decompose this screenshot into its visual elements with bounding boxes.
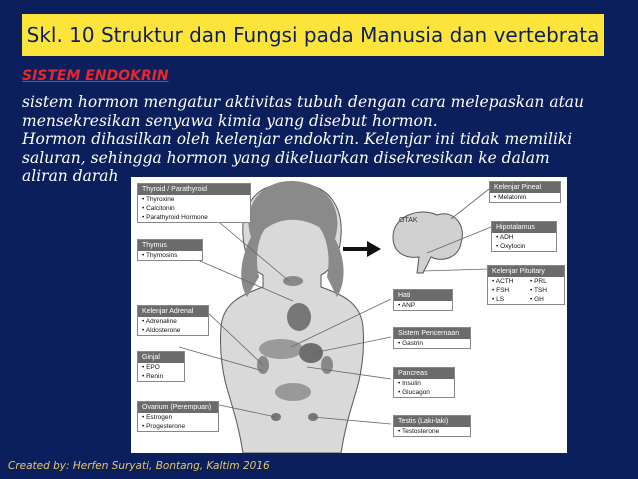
label-item: • Thyroxine: [142, 196, 175, 203]
label-thyroid: [137, 183, 251, 223]
label-title: Thymus: [138, 240, 202, 251]
label-item: • FSH: [492, 287, 510, 294]
label-pineal: [489, 181, 561, 203]
body-line: aliran darah: [22, 167, 119, 185]
label-ginjal: [137, 351, 185, 382]
label-testis: [393, 415, 471, 437]
liver-shape: [259, 339, 303, 359]
label-item: • EPO: [142, 364, 160, 371]
credit-text: Created by: Herfen Suryati, Bontang, Kaltim 2016: [8, 460, 270, 472]
stomach-shape: [299, 343, 323, 363]
label-hati: [393, 289, 453, 311]
label-item: • LS: [492, 296, 505, 303]
brain-label: OTAK: [399, 217, 418, 224]
heart-shape: [287, 303, 311, 331]
label-item: • Melatonin: [494, 194, 527, 201]
label-item: • TSH: [530, 287, 547, 294]
label-item: • Glucagon: [398, 389, 430, 396]
body-line: Hormon dihasilkan oleh kelenjar endokrin. Kelenjar ini tidak memiliki: [22, 130, 573, 148]
label-item: • PRL: [530, 278, 547, 285]
intestine-shape: [275, 383, 311, 401]
label-item: • Insulin: [398, 380, 421, 387]
label-item: • Calcitonin: [142, 205, 175, 212]
label-item: • Adrenaline: [142, 318, 177, 325]
body-line: mensekresikan senyawa kimia yang disebut hormon.: [22, 111, 438, 130]
label-item: • Parathyroid Hormone: [142, 214, 208, 221]
label-title: Kelenjar Adrenal: [138, 306, 208, 317]
label-pencernaan: [393, 327, 471, 349]
label-item: • Testosterone: [398, 428, 440, 435]
body-line: sistem hormon mengatur aktivitas tubuh dengan cara melepaskan atau: [22, 93, 585, 111]
label-title: Pancreas: [394, 368, 454, 379]
label-title: Kelenjar Pineal: [490, 182, 560, 193]
label-title: Thyroid / Parathyroid: [138, 184, 250, 195]
label-title: Ginjal: [138, 352, 184, 363]
label-adrenal: [137, 305, 209, 336]
label-item: • ACTH: [492, 278, 514, 285]
label-item: • ANP: [398, 302, 416, 309]
label-item: • GH: [530, 296, 544, 303]
label-item: • Oxytocin: [496, 243, 526, 250]
label-title: Testis (Laki-laki): [394, 416, 470, 427]
kidney-right-shape: [321, 356, 333, 374]
endocrine-diagram: [131, 177, 567, 453]
label-title: Hati: [394, 290, 452, 301]
slide-title: Skl. 10 Struktur dan Fungsi pada Manusia dan vertebrata: [26, 23, 600, 47]
label-pituitary: [487, 265, 565, 305]
label-item: • Estrogen: [142, 414, 173, 421]
label-thymus: [137, 239, 203, 261]
label-ovarium: [137, 401, 219, 432]
label-item: • Gastrin: [398, 340, 424, 347]
thyroid-shape: [283, 276, 303, 286]
label-pancreas: [393, 367, 455, 398]
label-title: Sistem Pencernaan: [394, 328, 470, 339]
label-item: • Renin: [142, 373, 164, 380]
label-item: • Progesterone: [142, 423, 186, 430]
label-title: Hipotalamus: [492, 222, 556, 233]
label-title: Ovarium (Perempuan): [138, 402, 218, 413]
section-subtitle: SISTEM ENDOKRIN: [22, 68, 169, 84]
label-item: • Thymosins: [142, 252, 178, 259]
label-item: • Aldosterone: [142, 327, 181, 334]
body-line: saluran, sehingga hormon yang dikeluarkan disekresikan ke dalam: [22, 148, 550, 167]
label-title: Kelenjar Pituitary: [488, 266, 564, 277]
arrow-right-icon: [343, 241, 381, 257]
label-item: • ADH: [496, 234, 514, 241]
label-hipotalamus: [491, 221, 557, 252]
body-paragraph: [22, 93, 622, 186]
